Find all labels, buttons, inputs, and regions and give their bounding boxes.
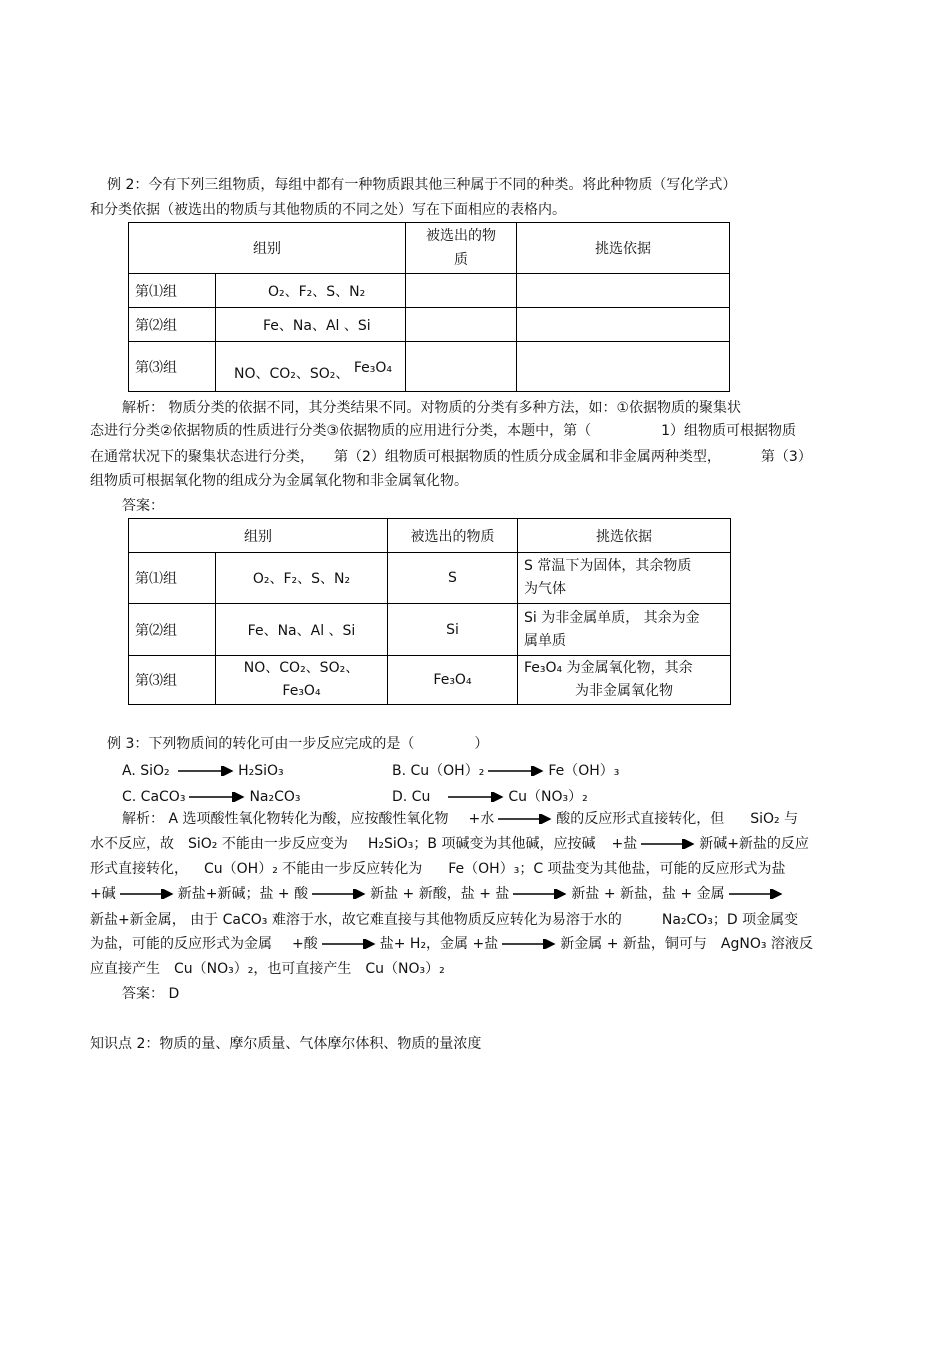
basis-cell — [518, 604, 731, 656]
analysis2-line2-a: 态进行分类②依据物质的性质进行分类③依据物质的应用进行分类，本题中，第（ — [90, 423, 592, 439]
arrow-icon — [176, 766, 236, 776]
analysis2-line3-c: 第（3） — [760, 449, 812, 465]
analysis3-line5 — [90, 909, 798, 931]
substances-cell — [216, 342, 406, 392]
analysis3-l4a: +碱 — [90, 886, 116, 902]
basis-line2: 为非金属氧化物 — [575, 683, 673, 699]
arrow-icon — [639, 839, 697, 849]
basis-line1: Fe₃O₄ 为金属氧化物，其余 — [524, 660, 693, 676]
arrow-icon — [310, 889, 368, 899]
arrow-icon — [511, 889, 569, 899]
analysis3-l5b: Na₂CO₃；D 项金属变 — [661, 912, 799, 928]
group-cell: 第⑶组 — [129, 656, 216, 705]
analysis3-line2 — [90, 833, 809, 855]
answer-d: 答案： D — [122, 986, 180, 1002]
analysis3-l2e: 新碱+新盐的反应 — [699, 836, 809, 852]
analysis2-line3 — [90, 446, 812, 468]
selected-cell — [406, 308, 517, 342]
option-c-to: Na₂CO₃ — [249, 789, 301, 805]
table-header-row — [129, 519, 731, 553]
substances-cell: O₂、F₂、S、N₂ — [216, 274, 406, 308]
analysis3-l6b: +酸 — [292, 936, 318, 952]
option-d — [392, 786, 588, 808]
analysis3-l5a: 新盐+新金属， 由于 CaCO₃ 难溶于水，故它难直接与其他物质反应转化为易溶于水的 — [90, 912, 622, 928]
header-selected — [406, 223, 517, 274]
table-row — [129, 604, 731, 656]
header-selected-line1: 被选出的物 — [426, 228, 496, 244]
analysis3-l3c: Fe（OH）₃；C 项盐变为其他盐，可能的反应形式为盐 — [448, 861, 786, 877]
analysis3-l6e: AgNO₃ 溶液反 — [720, 936, 813, 952]
analysis3-line4 — [90, 883, 787, 905]
analysis3-l4d: 新盐 + 新盐，盐 + 金属 — [571, 886, 725, 902]
basis-cell — [517, 308, 730, 342]
analysis3-l4b: 新盐+新碱；盐 + 酸 — [177, 886, 309, 902]
analysis3-l1b: +水 — [468, 811, 495, 827]
basis-cell — [518, 656, 731, 705]
substances-cell: Fe、Na、Al 、Si — [216, 604, 388, 656]
header-selected-line2: 质 — [454, 252, 468, 268]
substances-line1: NO、CO₂、SO₂、 — [243, 660, 360, 676]
analysis3-l3a: 形式直接转化， — [90, 861, 188, 877]
table-row — [129, 308, 730, 342]
table-row — [129, 656, 731, 705]
selected-cell — [406, 342, 517, 392]
analysis2-line3-a: 在通常状况下的聚集状态进行分类， — [90, 449, 314, 465]
option-d-to: Cu（NO₃）₂ — [508, 789, 588, 805]
ex2-line2: 和分类依据（被选出的物质与其他物质的不同之处）写在下面相应的表格内。 — [90, 202, 566, 218]
ex3-question-end: ） — [474, 736, 489, 752]
analysis3-l2d: +盐 — [611, 836, 638, 852]
header-group: 组别 — [129, 519, 388, 553]
table-2 — [128, 518, 731, 705]
analysis3-l3b: Cu（OH）₂ 不能由一步反应转化为 — [204, 861, 423, 877]
group-cell: 第⑴组 — [129, 274, 216, 308]
substances-part-a: NO、CO₂、SO₂、 — [234, 365, 350, 382]
basis-line2: 为气体 — [524, 581, 566, 597]
substances-cell — [216, 656, 388, 705]
ex3-question — [107, 733, 488, 755]
analysis2-line2 — [90, 420, 796, 442]
basis-cell — [517, 342, 730, 392]
selected-cell: Si — [388, 604, 518, 656]
basis-line1: S 常温下为固体，其余物质 — [524, 558, 692, 574]
arrow-icon — [500, 939, 558, 949]
analysis3-l1d: SiO₂ 与 — [750, 811, 799, 827]
option-b-from: B. Cu（OH）₂ — [392, 763, 485, 779]
analysis3-l6d: 新金属 + 新盐，铜可与 — [560, 936, 707, 952]
arrow-icon — [320, 939, 378, 949]
table-header-row — [129, 223, 730, 274]
substances-cell: O₂、F₂、S、N₂ — [216, 553, 388, 604]
analysis3-l2b: SiO₂ 不能由一步反应变为 — [188, 836, 348, 852]
ex2-line1: 例 2：今有下列三组物质，每组中都有一种物质跟其他三种属于不同的种类。将此种物质（写化学式） — [107, 177, 737, 193]
group-cell: 第⑶组 — [129, 342, 216, 392]
header-group: 组别 — [129, 223, 406, 274]
analysis3-l6c: 盐+ H₂，金属 +盐 — [379, 936, 499, 952]
selected-cell: Fe₃O₄ — [388, 656, 518, 705]
substances-part-b: Fe₃O₄ — [353, 359, 393, 376]
analysis2-line4: 组物质可根据氧化物的组成分为金属氧化物和非金属氧化物。 — [90, 473, 468, 489]
header-basis: 挑选依据 — [518, 519, 731, 553]
substances-cell: Fe、Na、Al 、Si — [216, 308, 406, 342]
table-row — [129, 274, 730, 308]
analysis2-line3-b: 第（2）组物质可根据物质的性质分成金属和非金属两种类型， — [334, 449, 721, 465]
basis-cell — [518, 553, 731, 604]
analysis2-line2-b: 1）组物质可根据物质 — [661, 423, 797, 439]
analysis3-line6 — [90, 933, 813, 955]
option-a-to: H₂SiO₃ — [238, 763, 284, 779]
group-cell: 第⑵组 — [129, 308, 216, 342]
table-row — [129, 342, 730, 392]
group-cell: 第⑴组 — [129, 553, 216, 604]
analysis3-l7a: 应直接产生 — [90, 961, 160, 977]
arrow-icon — [486, 766, 546, 776]
option-b-to: Fe（OH）₃ — [548, 763, 620, 779]
header-selected: 被选出的物质 — [388, 519, 518, 553]
analysis2-line1: 解析： 物质分类的依据不同，其分类结果不同。对物质的分类有多种方法，如：①依据物质的聚集状 — [122, 400, 741, 416]
arrow-icon — [118, 889, 176, 899]
analysis3-line7 — [90, 958, 445, 980]
analysis3-l7c: Cu（NO₃）₂ — [365, 961, 445, 977]
selected-cell: S — [388, 553, 518, 604]
answer-label: 答案： — [122, 498, 164, 514]
knowledge-point-heading: 知识点 2：物质的量、摩尔质量、气体摩尔体积、物质的量浓度 — [90, 1036, 482, 1052]
analysis3-l1a: 解析： A 选项酸性氧化物转化为酸，应按酸性氧化物 — [122, 811, 449, 827]
basis-cell — [517, 274, 730, 308]
analysis3-line1 — [122, 808, 798, 830]
analysis3-l4c: 新盐 + 新酸，盐 + 盐 — [370, 886, 510, 902]
substances-line2: Fe₃O₄ — [282, 683, 321, 699]
header-basis: 挑选依据 — [517, 223, 730, 274]
option-d-from: D. Cu — [392, 789, 431, 805]
basis-line1: Si 为非金属单质， 其余为金 — [524, 609, 700, 626]
basis-line2: 属单质 — [524, 632, 566, 649]
table-row — [129, 553, 731, 604]
selected-cell — [406, 274, 517, 308]
analysis3-line3 — [90, 858, 786, 880]
table-1 — [128, 222, 730, 392]
ex3-question-text: 例 3：下列物质间的转化可由一步反应完成的是（ — [107, 736, 415, 752]
analysis3-l2a: 水不反应，故 — [90, 836, 174, 852]
option-a-from: A. SiO₂ — [122, 763, 170, 779]
analysis3-l1c: 酸的反应形式直接转化，但 — [556, 811, 725, 827]
group-cell: 第⑵组 — [129, 604, 216, 656]
analysis3-l7b: Cu（NO₃）₂，也可直接产生 — [174, 961, 352, 977]
analysis3-l2c: H₂SiO₃；B 项碱变为其他碱，应按碱 — [367, 836, 596, 852]
arrow-icon — [187, 792, 247, 802]
arrow-icon — [727, 889, 785, 899]
option-a — [122, 760, 284, 782]
arrow-icon — [446, 792, 506, 802]
arrow-icon — [496, 814, 554, 824]
option-c — [122, 786, 301, 808]
option-b — [392, 760, 619, 782]
analysis3-l6a: 为盐，可能的反应形式为金属 — [90, 936, 272, 952]
option-c-from: C. CaCO₃ — [122, 789, 186, 805]
